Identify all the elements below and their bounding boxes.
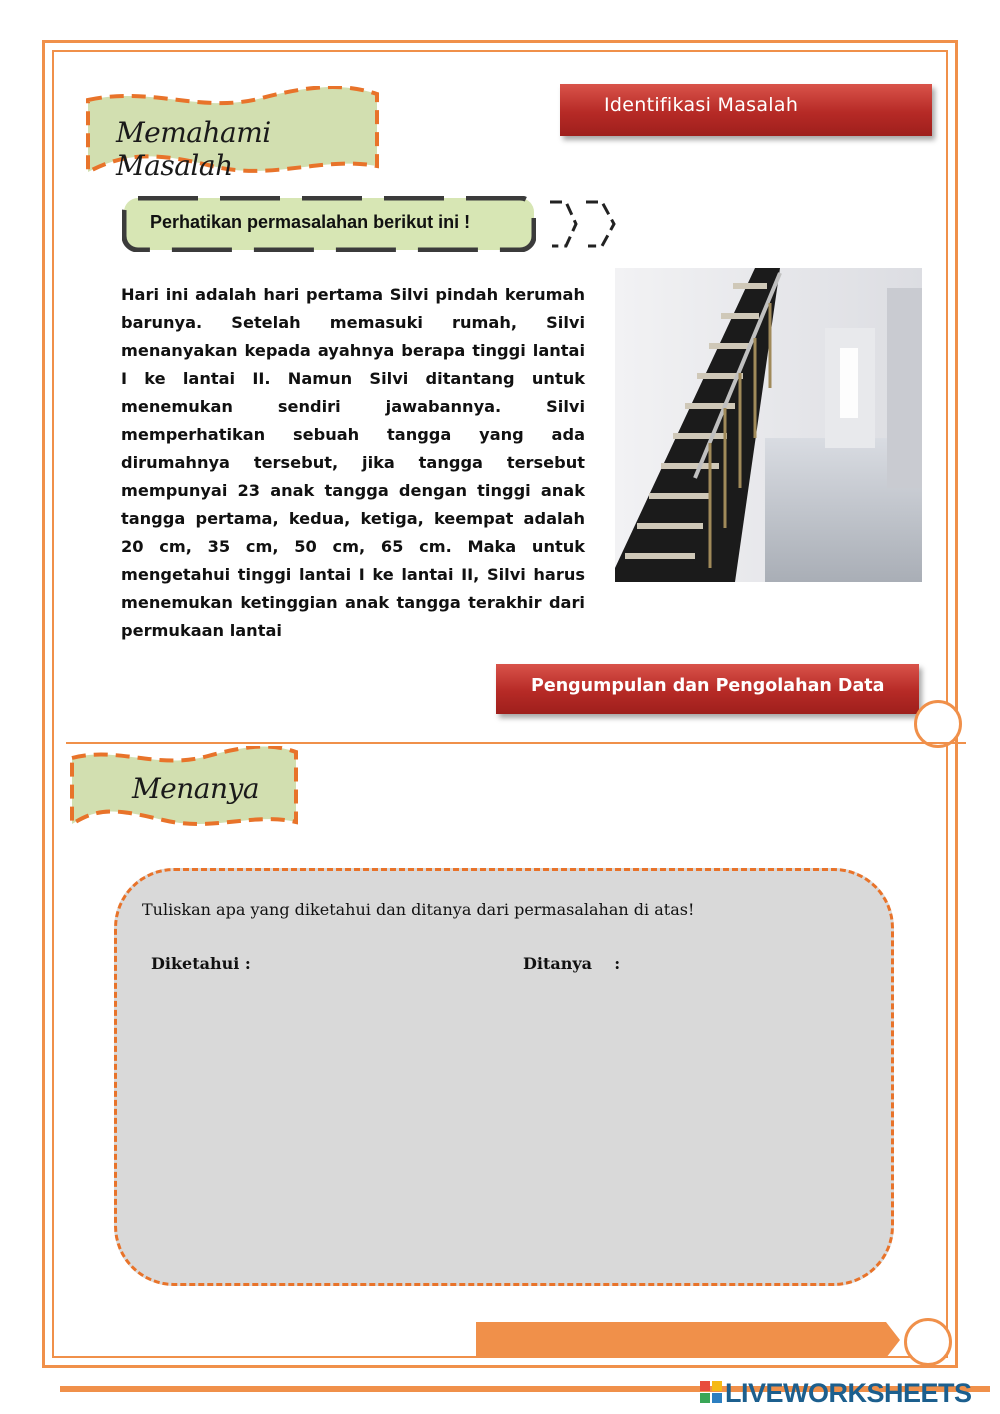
tab-pengumpulan-label: Pengumpulan dan Pengolahan Data [531,676,885,696]
section-banner-memahami [82,86,382,182]
section-title-menanya: Menanya [132,772,260,805]
answer-instruction: Tuliskan apa yang diketahui dan ditanya dari permasalahan di atas! [142,900,695,919]
section-banner-menanya [68,746,300,830]
ring-ornament-top [914,700,962,748]
liveworksheets-logo-icon [700,1381,722,1403]
known-label: Diketahui : [151,954,251,973]
notice-bar [122,196,536,252]
notice-text: Perhatikan permasalahan berikut ini ! [150,212,471,232]
brand-wordmark: LIVEWORKSHEETS [725,1378,972,1408]
double-chevron-icon [544,198,624,252]
problem-story-text: Hari ini adalah hari pertama Silvi pindah kerumah barunya. Setelah memasuki rumah, Silvi menanyakan kepada ayahnya berapa tinggi lantai I ke lantai II. Namun Silvi ditantang untuk menemukan sendiri jawabannya. Silvi memperhatikan sebuah tangga yang ada dirumahnya tersebut, jika tangga tersebut mempunyai 23 anak tangga dengan tinggi anak tangga pertama, kedua, ketiga, keempat adalah 20 cm, 35 cm, 50 cm, 65 cm. Maka untuk mengetahui tinggi lantai I ke lantai II, Silvi harus menemukan ketinggian anak tangga terakhir dari permukaan lantai [121,285,585,640]
tab-identifikasi-masalah [560,84,932,136]
section-divider [66,742,966,744]
answer-box[interactable] [114,868,894,1286]
tab-identifikasi-label: Identifikasi Masalah [604,94,799,116]
ring-ornament-bottom [904,1318,952,1366]
asked-label: Ditanya : [523,954,621,973]
section-title-memahami: Memahami Masalah [116,116,271,182]
staircase-photo [615,268,922,582]
tab-pengumpulan-data [496,664,919,714]
orange-arrow-bar [476,1322,900,1358]
